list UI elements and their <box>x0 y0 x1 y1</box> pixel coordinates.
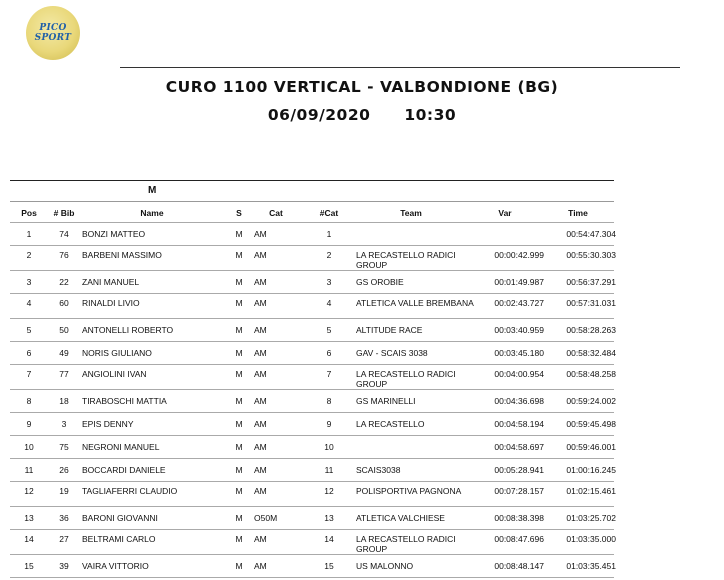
cell-name: NORIS GIULIANO <box>82 348 152 358</box>
cell-cat: AM <box>254 348 267 358</box>
cell-name: BOCCARDI DANIELE <box>82 465 166 475</box>
cell-cat: AM <box>254 396 267 406</box>
cell-cat-rank: 8 <box>326 396 332 406</box>
cell-cat: AM <box>254 298 267 308</box>
cell-name: BELTRAMI CARLO <box>82 534 156 544</box>
cell-cat: AM <box>254 369 267 379</box>
cell-team: GS MARINELLI <box>356 396 416 406</box>
cell-time: 00:59:46.001 <box>566 442 616 452</box>
cell-pos: 11 <box>24 465 34 475</box>
cell-var: 00:00:42.999 <box>494 250 544 260</box>
cell-team: LA RECASTELLO RADICI GROUP <box>356 534 456 554</box>
col-pos: Pos <box>21 208 37 218</box>
cell-bib: 3 <box>61 419 67 429</box>
cell-cat-rank: 9 <box>326 419 332 429</box>
cell-sex: M <box>235 369 243 379</box>
cell-cat: AM <box>254 277 267 287</box>
cell-sex: M <box>235 419 243 429</box>
cell-sex: M <box>235 325 243 335</box>
cell-pos: 9 <box>26 419 32 429</box>
table-row <box>10 294 614 319</box>
cell-team: ALTITUDE RACE <box>356 325 423 335</box>
cell-pos: 5 <box>26 325 32 335</box>
cell-cat: AM <box>254 250 267 260</box>
cell-cat: AM <box>254 561 267 571</box>
cell-cat: AM <box>254 442 267 452</box>
cell-sex: M <box>235 277 243 287</box>
cell-name: TAGLIAFERRI CLAUDIO <box>82 486 178 496</box>
cell-pos: 13 <box>24 513 34 523</box>
cell-name: TIRABOSCHI MATTIA <box>82 396 167 406</box>
cell-bib: 39 <box>59 561 69 571</box>
cell-sex: M <box>235 348 243 358</box>
cell-cat: AM <box>254 486 267 496</box>
cell-sex: M <box>235 513 243 523</box>
cell-var: 00:02:43.727 <box>494 298 544 308</box>
race-date: 06/09/2020 <box>267 106 371 124</box>
cell-pos: 2 <box>26 250 32 260</box>
cell-cat-rank: 13 <box>324 513 334 523</box>
col-sex: S <box>236 208 242 218</box>
cell-time: 00:58:32.484 <box>566 348 616 358</box>
cell-team: GAV - SCAIS 3038 <box>356 348 428 358</box>
cell-time: 00:58:48.258 <box>566 369 616 379</box>
cell-bib: 49 <box>59 348 69 358</box>
cell-bib: 36 <box>59 513 69 523</box>
cell-bib: 77 <box>59 369 69 379</box>
cell-cat-rank: 4 <box>326 298 332 308</box>
cell-team: ATLETICA VALLE BREMBANA <box>356 298 474 308</box>
table-row <box>10 271 614 294</box>
cell-name: ANTONELLI ROBERTO <box>82 325 174 335</box>
cell-pos: 14 <box>24 534 34 544</box>
table-row <box>10 459 614 482</box>
table-row <box>10 319 614 342</box>
cell-cat-rank: 1 <box>326 229 332 239</box>
cell-time: 01:00:16.245 <box>566 465 616 475</box>
cell-time: 00:59:24.002 <box>566 396 616 406</box>
cell-cat-rank: 5 <box>326 325 332 335</box>
cell-bib: 50 <box>59 325 69 335</box>
table-row <box>10 436 614 459</box>
cell-time: 00:55:30.303 <box>566 250 616 260</box>
table-row <box>10 365 614 390</box>
cell-name: BARONI GIOVANNI <box>82 513 158 523</box>
cell-cat-rank: 14 <box>324 534 334 544</box>
logo-line-1: PICO <box>39 23 67 33</box>
race-title: CURO 1100 VERTICAL - VALBONDIONE (BG) <box>165 78 559 96</box>
cell-bib: 22 <box>59 277 69 287</box>
cell-pos: 12 <box>24 486 34 496</box>
cell-var: 00:04:00.954 <box>494 369 544 379</box>
cell-var: 00:04:58.194 <box>494 419 544 429</box>
cell-sex: M <box>235 229 243 239</box>
cell-pos: 10 <box>24 442 34 452</box>
cell-team: US MALONNO <box>356 561 414 571</box>
cell-cat-rank: 15 <box>324 561 334 571</box>
pico-sport-logo <box>26 6 80 60</box>
cell-sex: M <box>235 465 243 475</box>
col-cat: Cat <box>269 208 283 218</box>
col-var: Var <box>498 208 512 218</box>
race-datetime <box>0 106 724 124</box>
table-row <box>10 342 614 365</box>
cell-var: 00:08:47.696 <box>494 534 544 544</box>
cell-time: 01:03:35.000 <box>566 534 616 544</box>
col-cat-rank: #Cat <box>319 208 339 218</box>
cell-var: 00:03:45.180 <box>494 348 544 358</box>
cell-var: 00:04:58.697 <box>494 442 544 452</box>
cell-sex: M <box>235 298 243 308</box>
table-row <box>10 555 614 578</box>
cell-bib: 60 <box>59 298 69 308</box>
cell-team: SCAIS3038 <box>356 465 401 475</box>
col-time: Time <box>568 208 588 218</box>
cell-var: 00:03:40.959 <box>494 325 544 335</box>
cell-sex: M <box>235 442 243 452</box>
table-row <box>10 246 614 271</box>
cell-sex: M <box>235 250 243 260</box>
cell-cat: AM <box>254 419 267 429</box>
cell-pos: 3 <box>26 277 32 287</box>
cell-cat-rank: 7 <box>326 369 332 379</box>
cell-team: LA RECASTELLO <box>356 419 425 429</box>
table-row <box>10 482 614 507</box>
cell-var: 00:05:28.941 <box>494 465 544 475</box>
table-row <box>10 507 614 530</box>
cell-cat: AM <box>254 465 267 475</box>
cell-cat: AM <box>254 325 267 335</box>
group-header <box>10 181 614 202</box>
cell-sex: M <box>235 396 243 406</box>
cell-var: 00:04:36.698 <box>494 396 544 406</box>
cell-name: EPIS DENNY <box>82 419 134 429</box>
cell-var: 00:01:49.987 <box>494 277 544 287</box>
table-row <box>10 530 614 555</box>
header-rule <box>120 67 680 68</box>
cell-cat: AM <box>254 534 267 544</box>
race-time: 10:30 <box>404 106 457 124</box>
cell-var: 00:07:28.157 <box>494 486 544 496</box>
cell-bib: 26 <box>59 465 69 475</box>
cell-time: 00:56:37.291 <box>566 277 616 287</box>
cell-name: ZANI MANUEL <box>82 277 140 287</box>
results-table <box>10 180 614 578</box>
cell-name: BARBENI MASSIMO <box>82 250 162 260</box>
cell-bib: 27 <box>59 534 69 544</box>
cell-team: GS OROBIE <box>356 277 404 287</box>
cell-sex: M <box>235 561 243 571</box>
cell-name: VAIRA VITTORIO <box>82 561 149 571</box>
cell-time: 01:03:35.451 <box>566 561 616 571</box>
cell-bib: 18 <box>59 396 69 406</box>
col-team: Team <box>400 208 422 218</box>
cell-time: 00:58:28.263 <box>566 325 616 335</box>
cell-time: 00:54:47.304 <box>566 229 616 239</box>
cell-time: 00:57:31.031 <box>566 298 616 308</box>
cell-team: LA RECASTELLO RADICI GROUP <box>356 369 456 389</box>
cell-cat: O50M <box>254 513 278 523</box>
cell-team: POLISPORTIVA PAGNONA <box>356 486 462 496</box>
col-bib: # Bib <box>53 208 75 218</box>
cell-cat-rank: 12 <box>324 486 334 496</box>
cell-cat-rank: 2 <box>326 250 332 260</box>
cell-sex: M <box>235 486 243 496</box>
cell-cat-rank: 10 <box>324 442 334 452</box>
cell-pos: 4 <box>26 298 32 308</box>
cell-bib: 75 <box>59 442 69 452</box>
cell-cat-rank: 11 <box>324 465 334 475</box>
cell-name: RINALDI LIVIO <box>82 298 140 308</box>
col-name: Name <box>140 208 164 218</box>
logo-line-2: SPORT <box>34 33 72 43</box>
results-rows <box>10 223 614 578</box>
group-label: M <box>148 185 157 196</box>
cell-pos: 7 <box>26 369 32 379</box>
column-header-row <box>10 202 614 223</box>
cell-bib: 74 <box>59 229 69 239</box>
cell-name: NEGRONI MANUEL <box>82 442 160 452</box>
cell-var: 00:08:48.147 <box>494 561 544 571</box>
cell-team: ATLETICA VALCHIESE <box>356 513 445 523</box>
cell-bib: 19 <box>59 486 69 496</box>
cell-time: 01:02:15.461 <box>566 486 616 496</box>
table-row <box>10 390 614 413</box>
cell-pos: 8 <box>26 396 32 406</box>
cell-time: 00:59:45.498 <box>566 419 616 429</box>
cell-pos: 15 <box>24 561 34 571</box>
cell-name: ANGIOLINI IVAN <box>82 369 147 379</box>
cell-cat: AM <box>254 229 267 239</box>
cell-time: 01:03:25.702 <box>566 513 616 523</box>
cell-name: BONZI MATTEO <box>82 229 146 239</box>
table-row <box>10 413 614 436</box>
cell-cat-rank: 3 <box>326 277 332 287</box>
cell-team: LA RECASTELLO RADICI GROUP <box>356 250 456 270</box>
cell-var: 00:08:38.398 <box>494 513 544 523</box>
cell-bib: 76 <box>59 250 69 260</box>
table-row <box>10 223 614 246</box>
cell-cat-rank: 6 <box>326 348 332 358</box>
cell-pos: 6 <box>26 348 32 358</box>
cell-pos: 1 <box>26 229 32 239</box>
cell-sex: M <box>235 534 243 544</box>
